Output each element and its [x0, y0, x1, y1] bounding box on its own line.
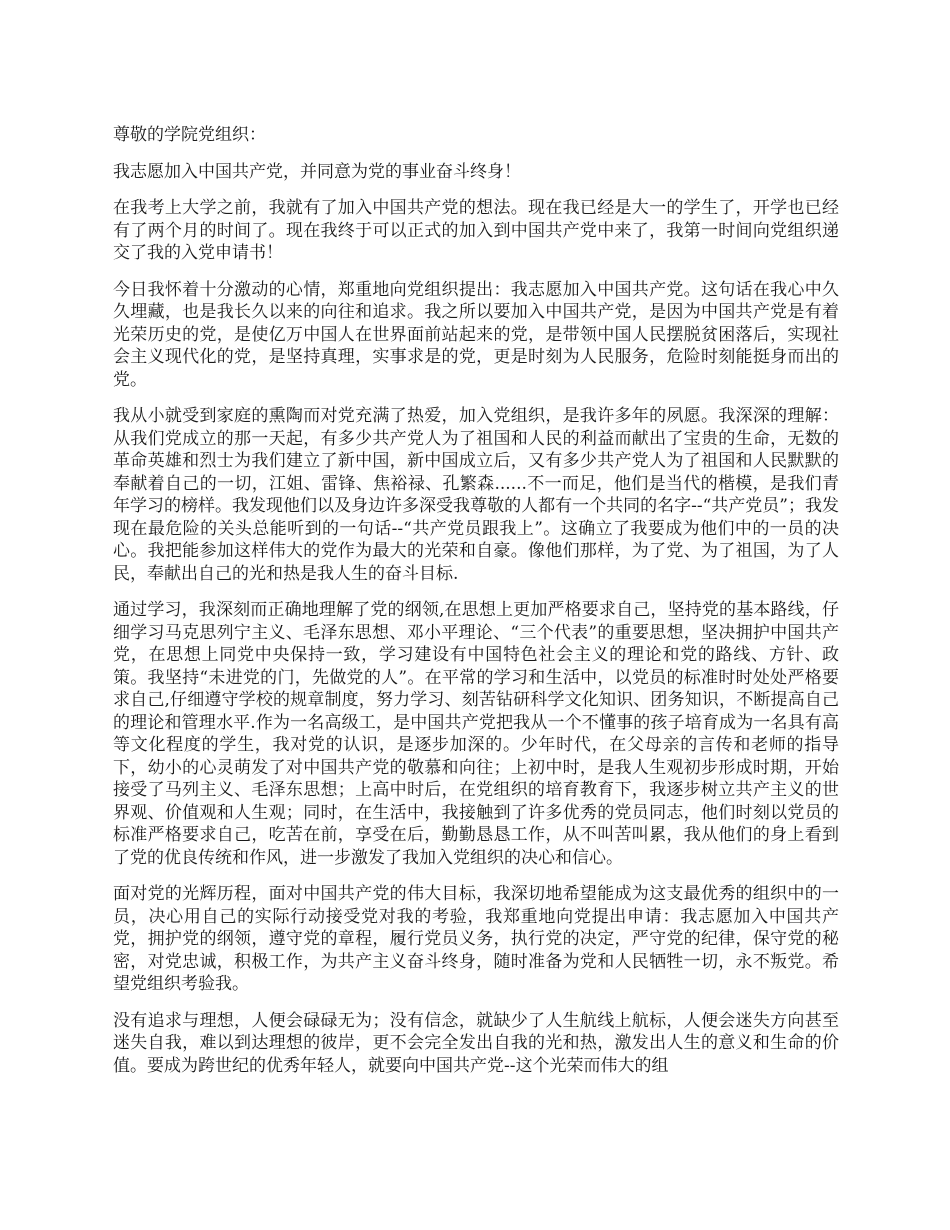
document-page: [113, 124, 839, 1091]
paragraph: 没有追求与理想，人便会碌碌无为；没有信念，就缺少了人生航线上航标，人便会迷失方向甚至迷失自我，难以到达理想的彼岸，更不会完全发出自我的光和热，激发出人生的意义和生命的价值。要成为跨世纪的优秀年轻人，就要向中国共产党--这个光荣而伟大的组: [113, 1010, 839, 1076]
salutation: 尊敬的学院党组织：: [113, 125, 266, 145]
paragraph: 我从小就受到家庭的熏陶而对党充满了热爱，加入党组织，是我许多年的夙愿。我深深的理解：从我们党成立的那一天起，有多少共产党人为了祖国和人民的利益而献出了宝贵的生命，无数的革命英雄和烈士为我们建立了新中国，新中国成立后，又有多少共产党人为了祖国和人民默默的奉献着自己的一切，江姐、雷锋、焦裕禄、孔繁森......不一而足，他们是当代的楷模，是我们青年学习的榜样。我发现他们以及身边许多深受我尊敬的人都有一个共同的名字--“共产党员”；我发现在最危险的关头总能听到的一句话--“共产党员跟我上”。这确立了我要成为他们中的一员的决心。我把能参加这样伟大的党作为最大的光荣和自豪。像他们那样，为了党、为了祖国，为了人民，奉献出自己的光和热是我人生的奋斗目标.: [113, 406, 839, 584]
paragraph: 面对党的光辉历程，面对中国共产党的伟大目标，我深切地希望能成为这支最优秀的组织中的一员，决心用自己的实际行动接受党对我的考验，我郑重地向党提出申请：我志愿加入中国共产党，拥护党的纲领，遵守党的章程，履行党员义务，执行党的决定，严守党的纪律，保守党的秘密，对党忠诚，积极工作，为共产主义奋斗终身，随时准备为党和人民牺牲一切，永不叛党。希望党组织考验我。: [113, 884, 839, 994]
paragraph: 通过学习，我深刻而正确地理解了党的纲领,在思想上更加严格要求自己，坚持党的基本路线，仔细学习马克思列宁主义、毛泽东思想、邓小平理论、“三个代表”的重要思想，坚决拥护中国共产党，在思想上同党中央保持一致，学习建设有中国特色社会主义的理论和党的路线、方针、政策。我坚持“未进党的门，先做党的人”。在平常的学习和生活中，以党员的标准时时处处严格要求自己,仔细遵守学校的规章制度，努力学习、刻苦钻研科学文化知识、团务知识，不断提高自己的理论和管理水平.作为一名高级工，是中国共产党把我从一个不懂事的孩子培育成为一名具有高等文化程度的学生，我对党的认识，是逐步加深的。少年时代，在父母亲的言传和老师的指导下，幼小的心灵萌发了对中国共产党的敬慕和向往；上初中时，是我人生观初步形成时期，开始接受了马列主义、毛泽东思想；上高中时后，在党组织的培育教育下，我逐步树立共产主义的世界观、价值观和人生观；同时，在生活中，我接触到了许多优秀的党员同志，他们时刻以党员的标准严格要求自己，吃苦在前，享受在后，勤勤恳恳工作，从不叫苦叫累，我从他们的身上看到了党的优良传统和作风，进一步激发了我加入党组织的决心和信心。: [113, 600, 839, 868]
paragraph: 我志愿加入中国共产党，并同意为党的事业奋斗终身！: [113, 161, 521, 182]
paragraph: 今日我怀着十分激动的心情，郑重地向党组织提出：我志愿加入中国共产党。这句话在我心中久久埋藏，也是我长久以来的向往和追求。我之所以要加入中国共产党，是因为中国共产党是有着光荣历史的党，是使亿万中国人在世界面前站起来的党，是带领中国人民摆脱贫困落后，实现社会主义现代化的党，是坚持真理，实事求是的党，更是时刻为人民服务，危险时刻能挺身而出的党。: [113, 279, 839, 390]
paragraph: 在我考上大学之前，我就有了加入中国共产党的想法。现在我已经是大一的学生了，开学也已经有了两个月的时间了。现在我终于可以正式的加入到中国共产党中来了，我第一时间向党组织递交了我的入党申请书！: [113, 198, 839, 263]
